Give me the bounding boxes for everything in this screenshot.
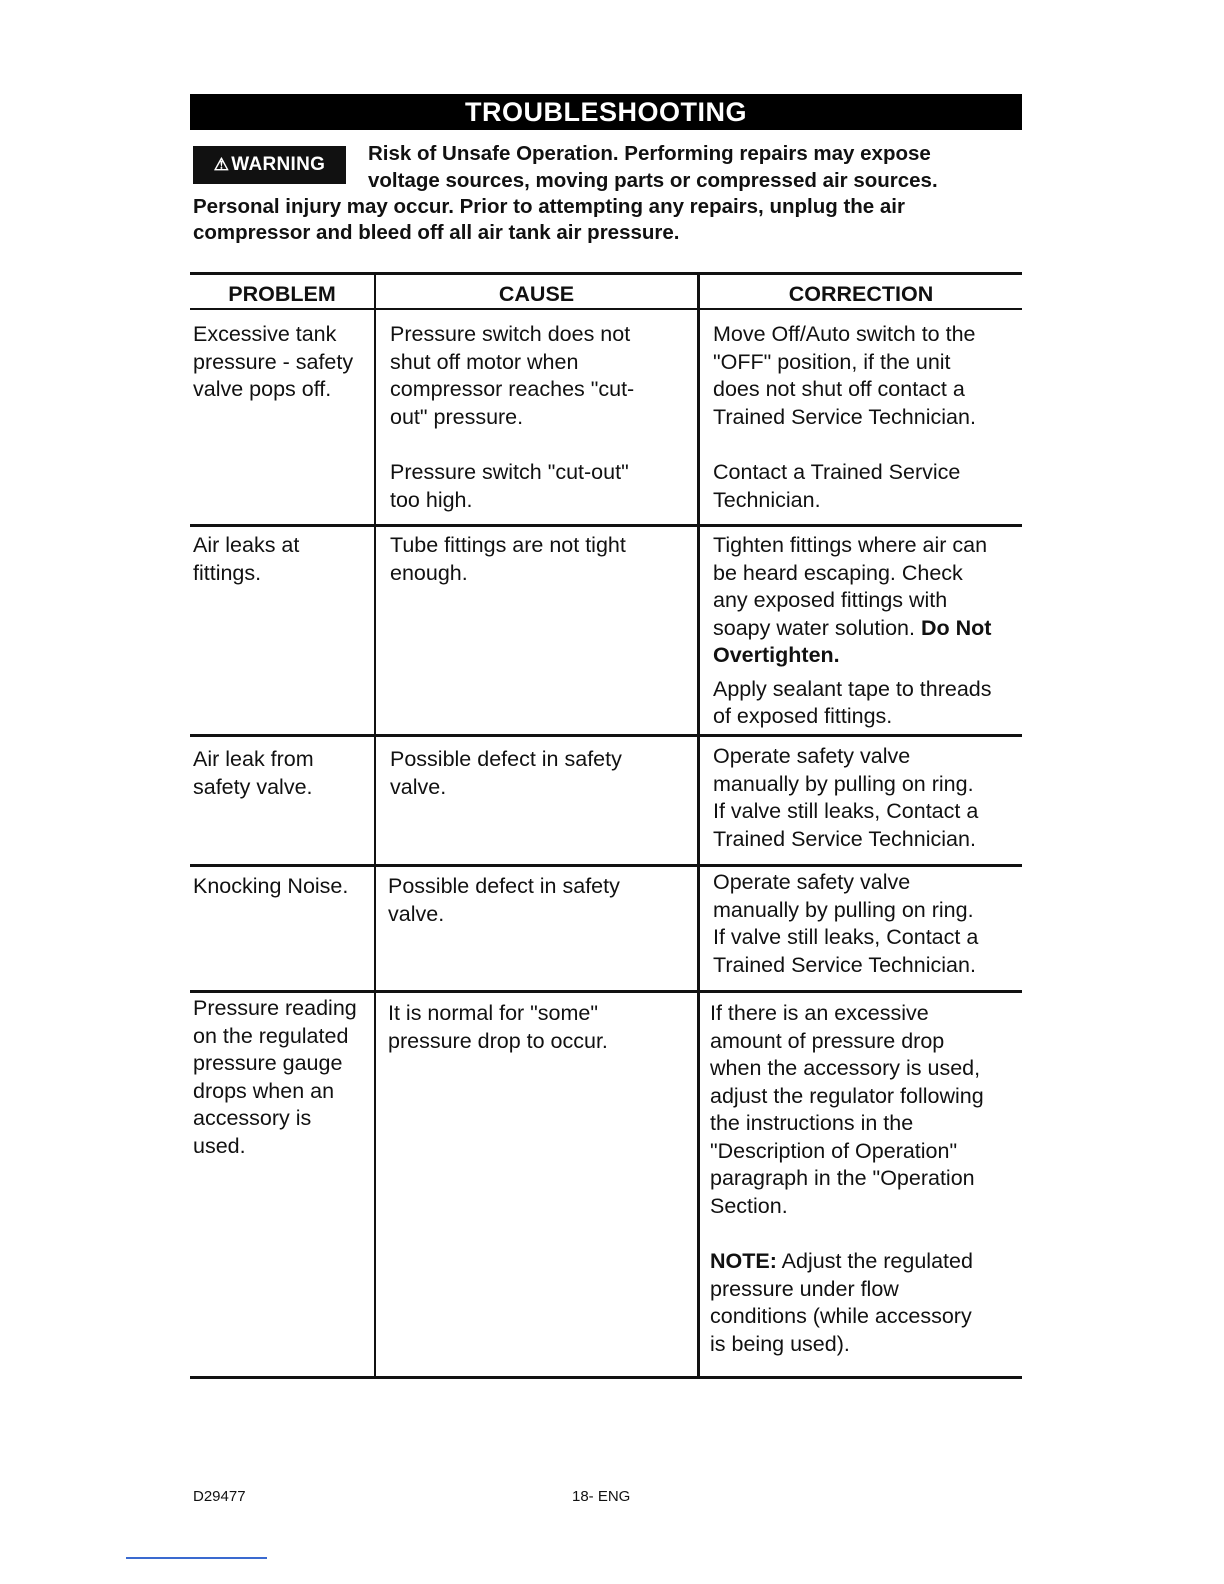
warning-text-line-4: compressor and bleed off all air tank air pressure. xyxy=(193,221,680,244)
text-line: Air leaks at xyxy=(193,533,300,557)
text-line: "Description of Operation" xyxy=(710,1138,958,1163)
text-line: If valve still leaks, Contact a xyxy=(713,925,979,949)
text-line: valve. xyxy=(390,774,447,799)
text-line xyxy=(710,1248,984,1276)
header-cause: CAUSE xyxy=(498,282,575,306)
text-line: is being used). xyxy=(710,1331,850,1356)
text-line: when the accessory is used, xyxy=(710,1056,981,1080)
cause-cell xyxy=(390,321,634,514)
cause-cell xyxy=(390,532,626,587)
correction-cell xyxy=(713,321,976,514)
text-line: accessory is xyxy=(193,1106,312,1130)
correction-cell xyxy=(713,869,978,979)
table-bottom-rule xyxy=(190,1376,1022,1379)
text-line: drops when an xyxy=(193,1078,335,1103)
text-line xyxy=(713,615,992,643)
text-line: Tube fittings are not tight xyxy=(390,533,626,557)
warning-text-line-1: Risk of Unsafe Operation. Performing repairs may expose xyxy=(368,142,931,165)
page-title: TROUBLESHOOTING xyxy=(190,94,1022,130)
warning-text-line-2: voltage sources, moving parts or compressed air sources. xyxy=(368,169,938,192)
text-line: Knocking Noise. xyxy=(193,874,349,898)
text-line: Operate safety valve xyxy=(713,744,911,768)
text-line: pressure gauge xyxy=(193,1051,343,1075)
cause-cell xyxy=(388,1000,608,1055)
document-number: D29477 xyxy=(193,1488,246,1505)
text-line: Operate safety valve xyxy=(713,870,911,894)
text-line: Pressure reading xyxy=(193,996,357,1020)
text-line: pressure - safety xyxy=(193,349,354,374)
problem-cell xyxy=(193,873,348,901)
text-line: Air leak from xyxy=(193,747,314,771)
text-line: Tighten fittings where air can xyxy=(713,533,988,557)
text-line: manually by pulling on ring. xyxy=(713,771,974,796)
bottom-accent-line xyxy=(126,1557,267,1559)
text-line: It is normal for "some" xyxy=(388,1001,599,1025)
problem-cell xyxy=(193,321,353,404)
text-line xyxy=(713,642,992,670)
text-line: any exposed fittings with xyxy=(713,588,948,612)
text-line: pressure drop to occur. xyxy=(388,1028,608,1053)
text-line: amount of pressure drop xyxy=(710,1028,945,1053)
text-line: shut off motor when xyxy=(390,349,579,374)
text-line: of exposed fittings. xyxy=(713,704,893,728)
text-line: too high. xyxy=(390,487,473,512)
text-line: Technician. xyxy=(713,487,821,512)
text-line: Contact a Trained Service xyxy=(713,460,961,484)
text-line: Apply sealant tape to threads xyxy=(713,676,992,701)
note-label: NOTE: xyxy=(710,1249,777,1273)
cause-cell xyxy=(388,873,620,928)
text-line: paragraph in the "Operation xyxy=(710,1166,975,1190)
text-line: used. xyxy=(193,1133,246,1158)
text-line: manually by pulling on ring. xyxy=(713,897,974,922)
text-line: compressor reaches "cut- xyxy=(390,377,635,401)
text-line: Pressure switch does not xyxy=(390,322,631,346)
correction-cell xyxy=(710,1000,984,1358)
text-line: Pressure switch "cut-out" xyxy=(390,460,629,484)
text-line: on the regulated xyxy=(193,1023,349,1048)
text-line: If valve still leaks, Contact a xyxy=(713,799,979,823)
column-divider xyxy=(374,274,376,1378)
text-line: Trained Service Technician. xyxy=(713,952,976,977)
text-span: soapy water solution. xyxy=(713,615,915,640)
table-top-rule xyxy=(190,272,1022,275)
bold-text: Overtighten. xyxy=(713,643,840,667)
correction-cell xyxy=(713,743,978,853)
bold-text: Do Not xyxy=(920,615,992,640)
page-number: 18- ENG xyxy=(572,1488,631,1505)
warning-badge xyxy=(193,146,346,184)
warning-badge-label: WARNING xyxy=(231,154,326,175)
text-line: pressure under flow xyxy=(710,1276,899,1301)
warning-triangle-icon: ⚠ xyxy=(213,155,230,174)
correction-cell xyxy=(713,532,992,731)
text-line: Section. xyxy=(710,1193,788,1218)
problem-cell xyxy=(193,532,299,587)
text-line: fittings. xyxy=(193,560,262,585)
text-line: valve. xyxy=(388,901,445,926)
column-divider xyxy=(697,274,700,1378)
problem-cell xyxy=(193,995,357,1160)
text-line: Move Off/Auto switch to the xyxy=(713,322,976,346)
text-line: does not shut off contact a xyxy=(713,377,965,401)
text-line: Trained Service Technician. xyxy=(713,826,976,851)
text-line: Possible defect in safety xyxy=(388,874,620,898)
text-line: Trained Service Technician. xyxy=(713,404,976,429)
row-divider xyxy=(190,734,1022,737)
text-line: If there is an excessive xyxy=(710,1001,929,1025)
header-correction: CORRECTION xyxy=(788,282,934,306)
problem-cell xyxy=(193,746,314,801)
text-line: be heard escaping. Check xyxy=(713,560,963,585)
text-line: valve pops off. xyxy=(193,377,332,401)
text-span: Adjust the regulated xyxy=(776,1249,973,1273)
text-line: the instructions in the xyxy=(710,1111,914,1135)
text-line: Excessive tank xyxy=(193,322,337,346)
header-rule xyxy=(190,308,1022,310)
cause-cell xyxy=(390,746,622,801)
text-line: safety valve. xyxy=(193,774,313,799)
row-divider xyxy=(190,864,1022,867)
text-line: adjust the regulator following xyxy=(710,1083,984,1108)
header-problem: PROBLEM xyxy=(228,282,336,306)
row-divider xyxy=(190,524,1022,527)
text-line: enough. xyxy=(390,560,468,585)
text-line: conditions (while accessory xyxy=(710,1304,972,1328)
text-line: "OFF" position, if the unit xyxy=(713,349,951,374)
row-divider xyxy=(190,990,1022,993)
warning-text-line-3: Personal injury may occur. Prior to attempting any repairs, unplug the air xyxy=(193,195,905,218)
text-line: Possible defect in safety xyxy=(390,747,622,771)
text-line: out" pressure. xyxy=(390,404,524,429)
